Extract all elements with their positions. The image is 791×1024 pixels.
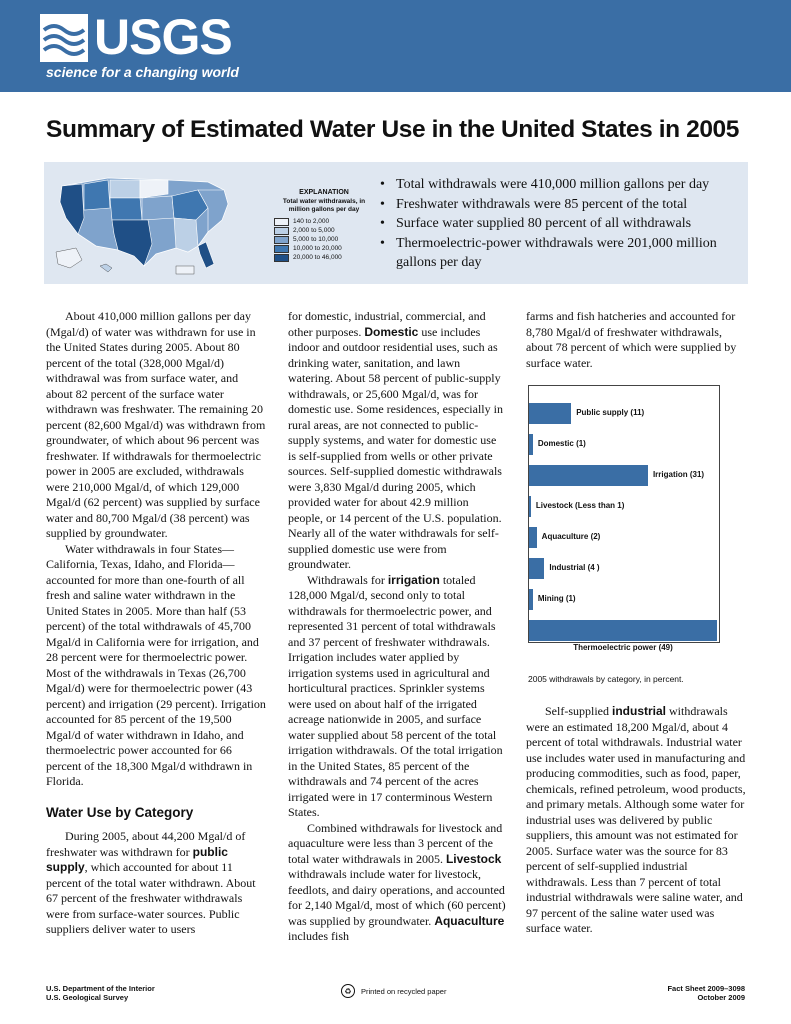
keyword-domestic: Domestic [364,324,419,339]
legend-swatch [274,254,289,262]
chart-bar-label: Domestic (1) [537,439,586,448]
chart-bar [529,558,544,579]
legend-item [274,217,374,226]
paragraph [46,829,266,938]
header-band [0,0,791,92]
summary-box [44,162,748,284]
legend-swatch [274,236,289,244]
explanation-title: EXPLANATION [299,189,349,196]
paragraph [526,704,746,937]
chart-bar [529,527,537,548]
paragraph-text: Combined withdrawals for livestock and aquaculture were less than 3 percent of the total water withdrawals in 2005. [288,820,503,866]
paragraph-text: , which accounted for about 11 percent of the total water withdrawn. About 67 percent of the freshwater withdrawals were from surface-water sources. Public suppliers deliver water to users [46,860,256,936]
usgs-logo[interactable] [40,9,240,84]
paragraph-text: During 2005, about 44,200 Mgal/d of freshwater was withdrawn for [46,829,246,859]
legend-item [274,226,374,235]
keyword-aquaculture: Aquaculture [434,913,505,928]
chart-bar-label: Livestock (Less than 1) [535,501,625,510]
paragraph [288,573,506,821]
paragraph [288,309,506,573]
paragraph-text: withdrawals were an estimated 18,200 Mgal/d, about 4 percent of total withdrawals. Industrial water use includes water used in manufacturing and producing commodities, such as food, paper, chemicals, refined petroleum, wood products, and primary metals. Although some water for industrial uses was delivered by public suppliers, this amount was not estimated for 2005. Surface water was the source for 83 percent of self-supplied industrial withdrawals. Less than 7 percent of total industrial withdrawals were saline water, and 97 percent of the saline water used was surface water. [526,704,746,935]
footer-agency [46,984,155,1002]
footer-department: U.S. Department of the Interior [46,984,155,993]
footer-date: October 2009 [697,993,745,1002]
paragraph-text: totaled 128,000 Mgal/d, second only to total withdrawals for thermoelectric power, and represented 31 percent of total withdrawals and 37 percent of freshwater withdrawals. Irrigation includes water applied by irrigation systems used in agricultural and horticultural practices. Sprinkler systems were used on about half of the irrigated acreage nationwide in 2005, and surface water supplied about 58 percent of the total irrigation withdrawals. Of the total irrigation in the United States, 85 percent of the withdrawals and 74 percent of the acres irrigated were in 17 conterminous Western States. [288,572,503,819]
paragraph-text: for domestic, industrial, commercial, and other purposes. [288,309,486,339]
legend-label: 2,000 to 5,000 [293,227,335,234]
chart-bar-label: Thermoelectric power (49) [573,643,673,652]
chart-bar-label: Irrigation (31) [652,470,705,479]
key-facts-list [380,175,740,273]
footer-survey: U.S. Geological Survey [46,993,129,1002]
chart-caption: 2005 withdrawals by category, in percent. [528,674,684,684]
legend-item [274,253,374,262]
key-fact-item: • Total withdrawals were 410,000 million gallons per day [380,175,740,195]
logo-text: USGS [94,9,232,65]
map-explanation [274,189,374,262]
logo-tagline: science for a changing world [46,64,239,80]
paragraph-text: use includes indoor and outdoor residential uses, such as drinking water, sanitation, and lawn watering. About 58 percent of public-supply withdrawals, or 25,600 Mgal/d, was for domestic use. Some residences, especially in rural areas, are not connected to public-supply systems, and water for domestic use is self-supplied from wells or other private sources. Self-supplied domestic withdrawals were 3,830 Mgal/d during 2005, which provided water for about 42.9 million people, or 14 percent of the U.S. population. Nearly all of the water withdrawals for self-supplied domestic use were from groundwater. [288,324,503,571]
legend-item [274,235,374,244]
chart-bar [529,589,533,610]
chart-bar-label: Industrial (4 ) [549,563,600,572]
footer-factsheet-number: Fact Sheet 2009–3098 [667,984,745,993]
keyword-industrial: industrial [612,704,667,718]
paragraph [288,821,506,945]
legend-label: 20,000 to 46,000 [293,254,342,261]
legend-label: 10,000 to 20,000 [293,245,342,252]
chart-bar-label: Aquaculture (2) [541,532,601,541]
footer-factsheet [667,984,745,1002]
footer-recycled [341,984,446,998]
key-fact-item: • Surface water supplied 80 percent of all withdrawals [380,214,740,234]
legend-swatch [274,245,289,253]
text-column-1 [46,309,266,938]
paragraph: Water withdrawals in four States—California, Texas, Idaho, and Florida—accounted for more than one-fourth of all fresh and saline water withdrawn in the United States in 2005. More than half (53 percent) of the total withdrawals of 45,700 Mgal/d in California were for irrigation, and 28 percent were for thermoelectric power. Most of the withdrawals in Texas (26,700 Mgal/d) were for thermoelectric power (43 percent) and irrigation (29 percent). Irrigation accounted for 85 percent of the 19,500 Mgal/d of water withdrawn in Idaho, and thermoelectric power accounted for 66 percent of the 18,300 Mgal/d withdrawn in Florida. [46,541,266,788]
legend-label: 140 to 2,000 [293,218,330,225]
chart-bar [529,403,571,424]
chart-bar-label: Public supply (11) [576,408,645,417]
legend-label: 5,000 to 10,000 [293,236,339,243]
legend-swatch [274,218,289,226]
explanation-subtitle: Total water withdrawals, in million gallons per day [282,198,366,213]
us-water-withdrawal-map [48,168,238,280]
legend-item [274,244,374,253]
chart-bar [529,434,533,455]
keyword-livestock: Livestock [445,851,502,866]
chart-bar [529,496,531,517]
paragraph-text: Withdrawals for [307,572,388,587]
usgs-wave-icon [40,14,88,62]
keyword-irrigation: irrigation [387,572,440,587]
page-title: Summary of Estimated Water Use in the United States in 2005 [46,116,740,143]
paragraph-text: Self-supplied [545,704,612,718]
withdrawals-bar-chart [528,385,720,652]
paragraph: About 410,000 million gallons per day (Mgal/d) of water was withdrawn for use in the United States during 2005. About 80 percent of the total (328,000 Mgal/d) withdrawal was from surface water, and about 82 percent of the surface water withdrawn was freshwater. The remaining 20 percent (82,600 Mgal/d) was withdrawn from groundwater, of which about 96 percent was freshwater. If withdrawals for thermoelectric power in 2005 are excluded, withdrawals were 210,000 Mgal/d, of which 129,000 Mgal/d (62 percent) was supplied by surface water and 80,700 Mgal/d (38 percent) was supplied by groundwater. [46,309,266,540]
key-fact-item: • Freshwater withdrawals were 85 percent of the total [380,195,740,215]
legend-swatch [274,227,289,235]
paragraph: farms and fish hatcheries and accounted for 8,780 Mgal/d of freshwater withdrawals, about 78 percent of which were supplied by surface water. [526,309,737,370]
text-column-2 [288,309,506,945]
chart-bar [529,620,717,641]
footer-recycled-text: Printed on recycled paper [361,986,447,996]
section-heading: Water Use by Category [46,804,194,820]
paragraph-text: withdrawals include water for livestock, feedlots, and dairy operations, and accounted for 2,140 Mgal/d, most of which (60 percent) was supplied by groundwater. [288,867,506,928]
chart-bar-label: Mining (1) [537,594,576,603]
chart-bar [529,465,648,486]
recycle-icon: ♻ [341,984,355,998]
keyword-public-supply: public supply [46,844,228,874]
paragraph-text: includes fish [288,929,349,943]
key-fact-item: • Thermoelectric-power withdrawals were 201,000 million gallons per day [380,234,740,273]
